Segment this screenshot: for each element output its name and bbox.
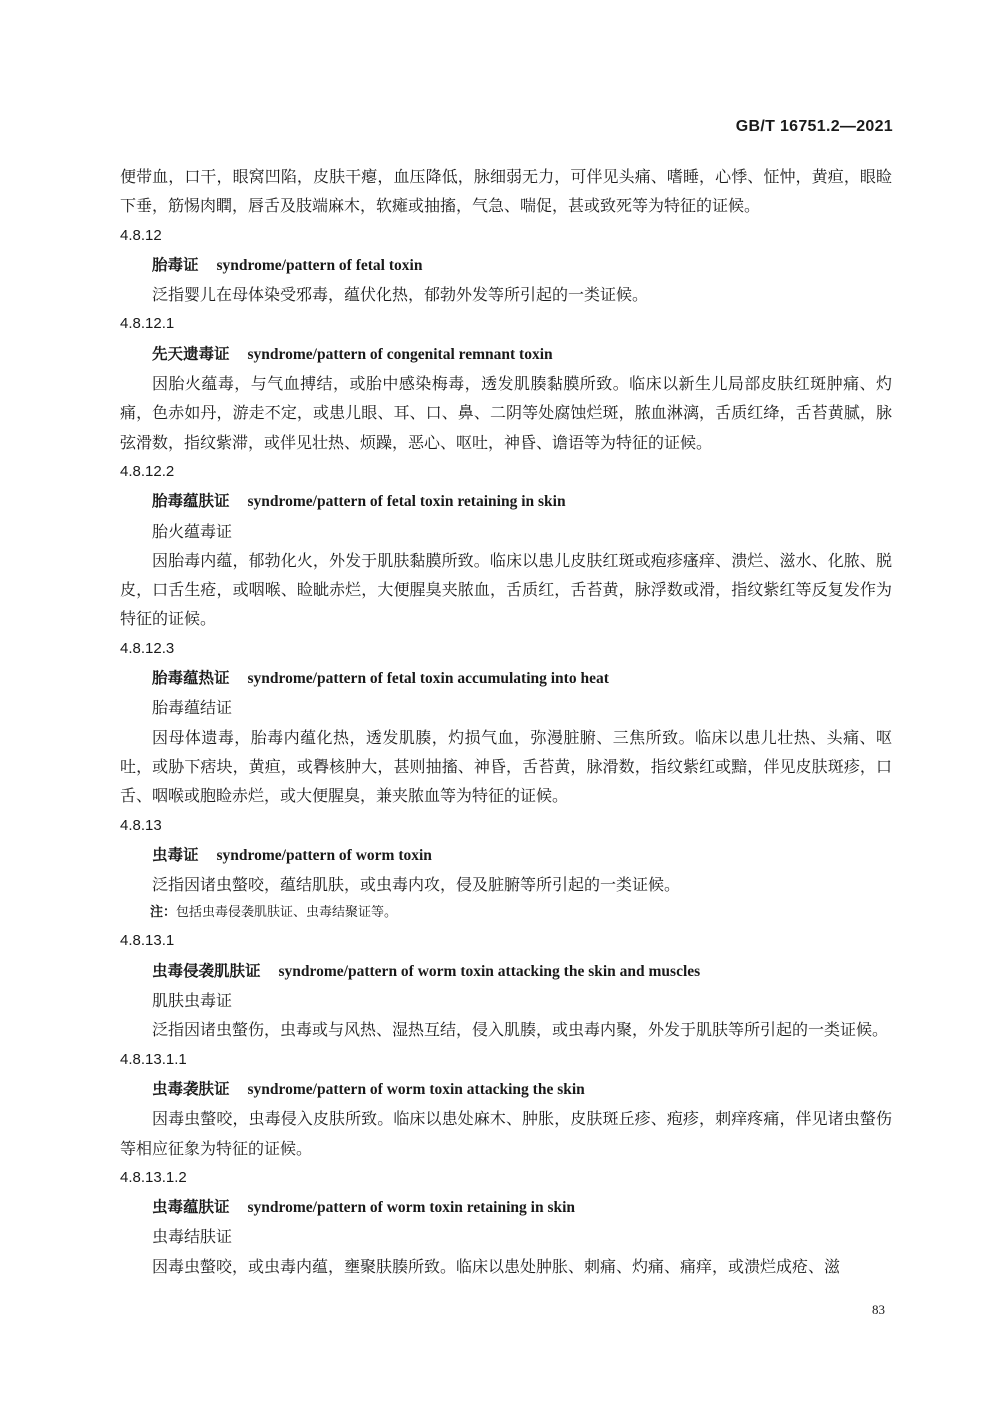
term-alias: 虫毒结肤证 <box>152 1227 233 1247</box>
clause-number: 4.8.12.1 <box>120 315 175 333</box>
term-chinese: 胎毒证 <box>152 254 199 274</box>
term-english: syndrome/pattern of worm toxin <box>216 846 432 864</box>
term-chinese: 虫毒证 <box>152 844 199 864</box>
term-alias: 肌肤虫毒证 <box>152 991 233 1011</box>
standard-number: GB/T 16751.2—2021 <box>735 118 893 135</box>
term-chinese: 胎毒蕴肤证 <box>152 491 230 511</box>
term-chinese: 虫毒侵袭肌肤证 <box>152 960 261 980</box>
term-alias: 胎火蕴毒证 <box>152 521 233 541</box>
term-definition: 因毒虫螫咬，或虫毒内蕴，壅聚肤腠所致。临床以患处肿胀、刺痛、灼痛、痛痒，或溃烂成疮、滋 <box>152 1256 841 1276</box>
page-number: 83 <box>872 1302 885 1317</box>
clause-number: 4.8.13.1.1 <box>120 1050 187 1068</box>
term-definition: 泛指因诸虫螫咬，蕴结肌肤，或虫毒内攻，侵及脏腑等所引起的一类证候。 <box>152 875 681 895</box>
term-english: syndrome/pattern of fetal toxin retaining in skin <box>247 493 566 511</box>
term-definition: 因胎毒内蕴，郁勃化火，外发于肌肤黏膜所致。临床以患儿皮肤红斑或疱疹瘙痒、溃烂、滋水、化脓、脱皮，口舌生疮，或咽喉、睑眦赤烂，大便腥臭夹脓血，舌质红，舌苔黄，脉浮数或滑，指纹紫红等反复发作为特征的证候。 <box>120 550 892 629</box>
term-chinese: 虫毒袭肤证 <box>152 1078 230 1098</box>
term-chinese: 虫毒蕴肤证 <box>152 1197 230 1217</box>
continued-paragraph: 便带血，口干，眼窝凹陷，皮肤干瘪，血压降低，脉细弱无力，可伴见头痛、嗜睡，心悸、怔忡，黄疸，眼睑下垂，筋惕肉瞤，唇舌及肢端麻木，软瘫或抽搐，气急、喘促，甚或致死等为特征的证候。 <box>120 167 892 216</box>
term-heading <box>120 956 892 986</box>
term-definition: 因毒虫螫咬，虫毒侵入皮肤所致。临床以患处麻木、肿胀，皮肤斑丘疹、疱疹，刺痒疼痛，伴见诸虫螫伤等相应征象为特征的证候。 <box>120 1109 892 1158</box>
note-text: 包括虫毒侵袭肌肤证、虫毒结聚证等。 <box>176 905 398 921</box>
term-heading <box>120 339 892 369</box>
term-definition: 泛指婴儿在母体染受邪毒，蕴伏化热，郁勃外发等所引起的一类证候。 <box>152 285 649 305</box>
clause-number: 4.8.12.3 <box>120 639 175 657</box>
term-definition: 泛指因诸虫螫伤，虫毒或与风热、湿热互结，侵入肌腠，或虫毒内聚，外发于肌肤等所引起的一类证候。 <box>152 1020 889 1040</box>
term-english: syndrome/pattern of congenital remnant toxin <box>247 345 553 363</box>
term-heading <box>120 250 892 280</box>
term-alias: 胎毒蕴结证 <box>152 698 233 718</box>
term-chinese: 先天遗毒证 <box>152 343 230 363</box>
term-heading <box>120 1074 892 1104</box>
term-heading <box>120 1192 892 1222</box>
clause-number: 4.8.13 <box>120 816 162 834</box>
term-definition: 因母体遗毒，胎毒内蕴化热，透发肌腠，灼损气血，弥漫脏腑、三焦所致。临床以患儿壮热、头痛、呕吐，或胁下痞块，黄疸，或臖核肿大，甚则抽搐、神昏，舌苔黄，脉滑数，指纹紫红或黯，伴见皮肤斑疹，口舌、咽喉或胞睑赤烂，或大便腥臭，兼夹脓血等为特征的证候。 <box>120 727 892 806</box>
term-heading <box>120 663 892 693</box>
clause-number: 4.8.13.1.2 <box>120 1168 187 1186</box>
term-english: syndrome/pattern of worm toxin attacking the skin and muscles <box>278 962 701 980</box>
term-english: syndrome/pattern of worm toxin attacking the skin <box>247 1080 585 1098</box>
clause-number: 4.8.13.1 <box>120 932 175 950</box>
term-definition: 因胎火蕴毒，与气血搏结，或胎中感染梅毒，透发肌腠黏膜所致。临床以新生儿局部皮肤红斑肿痛、灼痛，色赤如丹，游走不定，或患儿眼、耳、口、鼻、二阴等处腐蚀烂斑，脓血淋漓，舌质红绛，舌苔黄腻，脉弦滑数，指纹紫滞，或伴见壮热、烦躁，恶心、呕吐，神昏、谵语等为特征的证候。 <box>120 374 892 452</box>
term-note <box>120 899 892 926</box>
term-english: syndrome/pattern of fetal toxin accumulating into heat <box>247 670 609 688</box>
document-body <box>120 162 892 1281</box>
term-heading <box>120 486 892 516</box>
clause-number: 4.8.12 <box>120 226 162 244</box>
term-chinese: 胎毒蕴热证 <box>152 668 230 688</box>
note-label: 注： <box>150 905 177 921</box>
term-english: syndrome/pattern of fetal toxin <box>216 256 423 274</box>
term-english: syndrome/pattern of worm toxin retaining in skin <box>247 1199 576 1217</box>
clause-number: 4.8.12.2 <box>120 462 175 480</box>
term-heading <box>120 840 892 870</box>
